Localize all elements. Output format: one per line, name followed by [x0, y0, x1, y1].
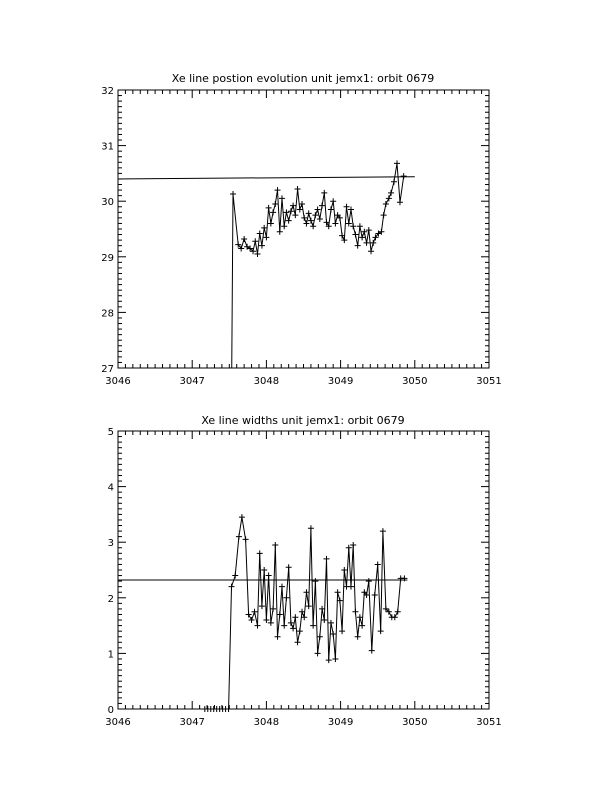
- y-tick-label: 1: [107, 649, 114, 661]
- y-tick-label: 5: [107, 427, 114, 438]
- x-tick-label: 3049: [327, 717, 354, 728]
- x-tick-label: 3046: [105, 717, 131, 728]
- y-tick-label: 29: [101, 252, 114, 264]
- x-tick-label: 3050: [402, 376, 428, 387]
- x-tick-label: 3048: [253, 717, 280, 728]
- y-tick-label: 4: [107, 482, 114, 494]
- width-plot-title: Xe line widths unit jemx1: orbit 0679: [201, 414, 405, 427]
- y-tick-label: 30: [101, 197, 114, 209]
- y-tick-label: 2: [107, 593, 114, 605]
- y-tick-label: 32: [101, 86, 114, 97]
- x-tick-label: 3050: [402, 717, 428, 728]
- x-tick-label: 3049: [327, 376, 354, 387]
- x-tick-label: 3047: [179, 717, 205, 728]
- x-tick-label: 3048: [253, 376, 280, 387]
- x-tick-label: 3051: [476, 376, 502, 387]
- x-tick-label: 3046: [105, 376, 131, 387]
- x-tick-label: 3051: [476, 717, 502, 728]
- x-tick-label: 3047: [179, 376, 205, 387]
- position-plot-title: Xe line postion evolution unit jemx1: orbit 0679: [171, 72, 435, 85]
- y-tick-label: 3: [107, 538, 114, 550]
- y-tick-label: 28: [101, 308, 114, 320]
- y-tick-label: 31: [101, 141, 114, 153]
- y-tick-label: 0: [107, 705, 114, 716]
- y-tick-label: 27: [101, 364, 114, 375]
